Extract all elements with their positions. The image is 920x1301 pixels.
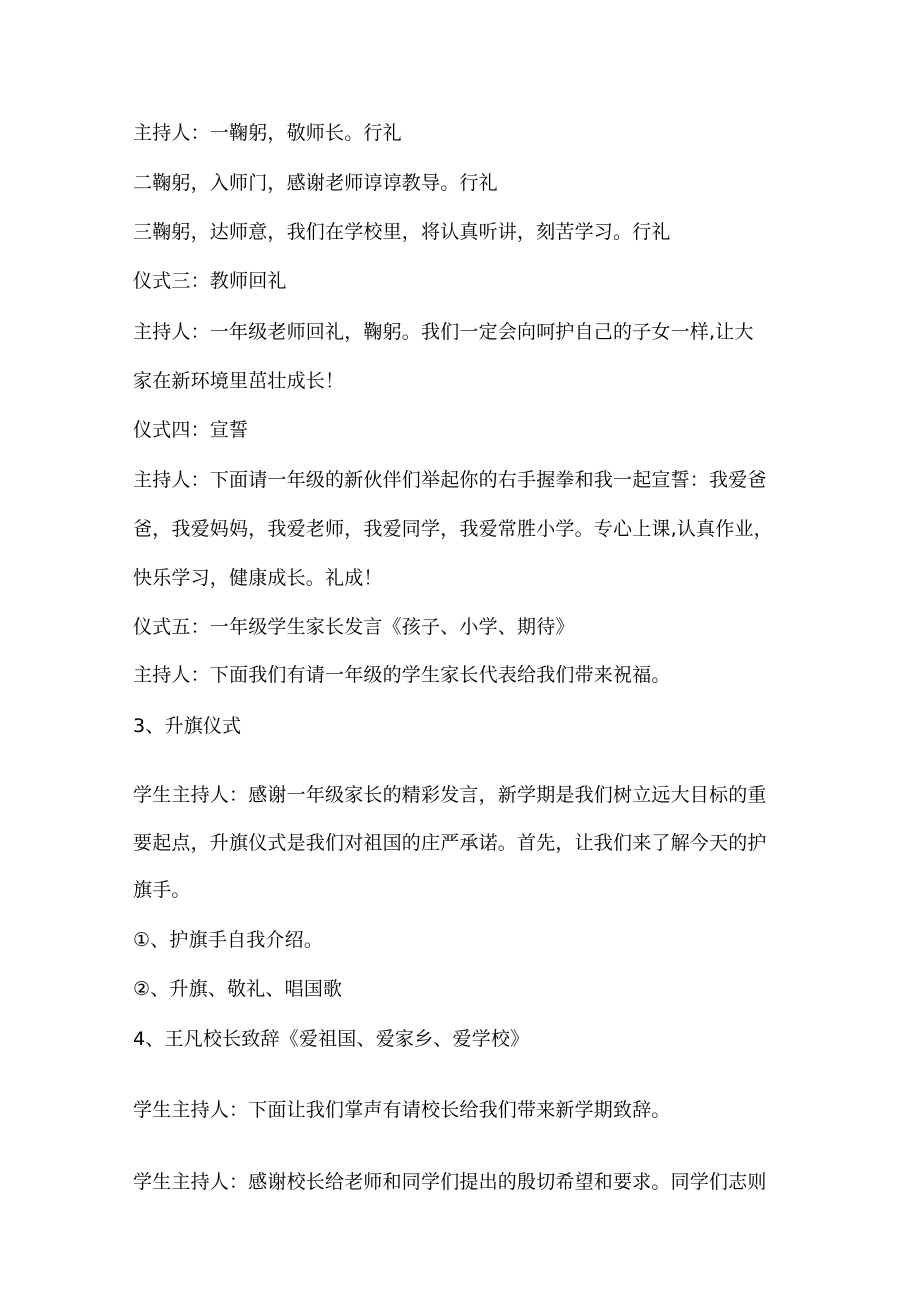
text-line: 快乐学习，健康成长。礼成！	[133, 567, 383, 589]
text-line: 学生主持人：感谢一年级家长的精彩发言，新学期是我们树立远大目标的重	[133, 784, 767, 806]
text-line: 主持人：下面请一年级的新伙伴们举起你的右手握拳和我一起宣誓：我爱爸	[133, 469, 767, 491]
text-line: 主持人：一鞠躬，敬师长。行礼	[133, 122, 402, 144]
text-line: ①、护旗手自我介绍。	[133, 929, 324, 951]
text-line: 主持人：下面我们有请一年级的学生家长代表给我们带来祝福。	[133, 664, 671, 686]
text-line: 三鞠躬，达师意，我们在学校里，将认真听讲，刻苦学习。行礼	[133, 221, 671, 243]
text-line: 主持人：一年级老师回礼，鞠躬。我们一定会向呵护自己的子女一样,让大	[133, 321, 754, 343]
text-line: 旗手。	[133, 879, 191, 901]
text-line: 爸，我爱妈妈，我爱老师，我爱同学，我爱常胜小学。专心上课,认真作业，	[133, 518, 773, 540]
text-line: 仪式四：宣誓	[133, 419, 249, 441]
text-line: ②、升旗、敬礼、唱国歌	[133, 978, 343, 1000]
text-line: 仪式三：教师回礼	[133, 270, 287, 292]
text-line: 学生主持人：感谢校长给老师和同学们提出的殷切希望和要求。同学们志则	[133, 1171, 767, 1193]
text-line: 家在新环境里茁壮成长！	[133, 370, 345, 392]
text-line: 3、升旗仪式	[133, 715, 242, 737]
text-line: 二鞠躬，入师门，感谢老师谆谆教导。行礼	[133, 172, 498, 194]
text-line: 4、王凡校长致辞《爱祖国、爱家乡、爱学校》	[133, 1028, 530, 1050]
text-line: 学生主持人：下面让我们掌声有请校长给我们带来新学期致辞。	[133, 1099, 671, 1121]
text-line: 仪式五：一年级学生家长发言《孩子、小学、期待》	[133, 616, 575, 638]
text-line: 要起点，升旗仪式是我们对祖国的庄严承诺。首先，让我们来了解今天的护	[133, 832, 767, 854]
